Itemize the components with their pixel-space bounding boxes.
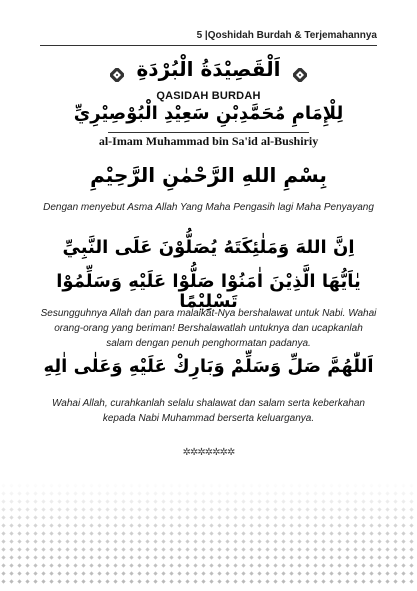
lattice-ornament-icon xyxy=(110,64,124,78)
footer-diamond-pattern xyxy=(0,482,417,587)
verse2-arabic: اَللّٰهُمَّ صَلِّ وَسَلِّمْ وَبَارِكْ عَلَيْهِ وَعَلٰى اٰلِهِ xyxy=(43,356,374,377)
star-divider: ✲✲✲✲✲✲✲ xyxy=(182,447,235,458)
title-arabic: اَلْقَصِيْدَةُ الْبُرْدَةِ xyxy=(136,57,281,81)
basmala-arabic: بِسْمِ اللهِ الرَّحْمٰنِ الرَّحِيْمِ xyxy=(90,163,327,187)
verse1-line2-arabic: يٰاَيُّهَا الَّذِيْنَ اٰمَنُوْا صَلُّوْا عَلَيْهِ وَسَلِّمُوْا تَسْلِيْمًا xyxy=(56,271,361,312)
basmala-translation: Dengan menyebut Asma Allah Yang Maha Pengasih lagi Maha Penyayang xyxy=(43,202,374,213)
lattice-ornament-icon xyxy=(293,64,307,78)
header-divider xyxy=(40,45,377,46)
author-divider xyxy=(108,132,309,133)
page-header: 5 |Qoshidah Burdah & Terjemahannya xyxy=(196,30,377,41)
author-latin: al-Imam Muhammad bin Sa'id al-Bushiriy xyxy=(98,134,319,148)
verse1-translation: Sesungguhnya Allah dan para malaikat-Nya bershalawat untuk Nabi. Wahai orang-orang yang beriman! Bershalawatlah untuknya dan ucapkanlah salam dengan penuh penghormatan padanya. xyxy=(40,308,377,349)
title-arabic-row xyxy=(40,58,377,80)
title-latin: QASIDAH BURDAH xyxy=(156,90,261,102)
author-arabic: لِلْإِمَامِ مُحَمَّدِبْنِ سَعِيْدِ الْبُوْصِيْرِيِّ xyxy=(73,103,344,124)
verse2-translation: Wahai Allah, curahkanlah selalu shalawat dan salam serta keberkahan kepada Nabi Muhammad berserta keluarganya. xyxy=(52,398,365,424)
verse1-line1-arabic: اِنَّ اللهَ وَمَلٰئِكَتَهُ يُصَلُّوْنَ عَلَى النَّبِيِّ xyxy=(62,237,355,258)
